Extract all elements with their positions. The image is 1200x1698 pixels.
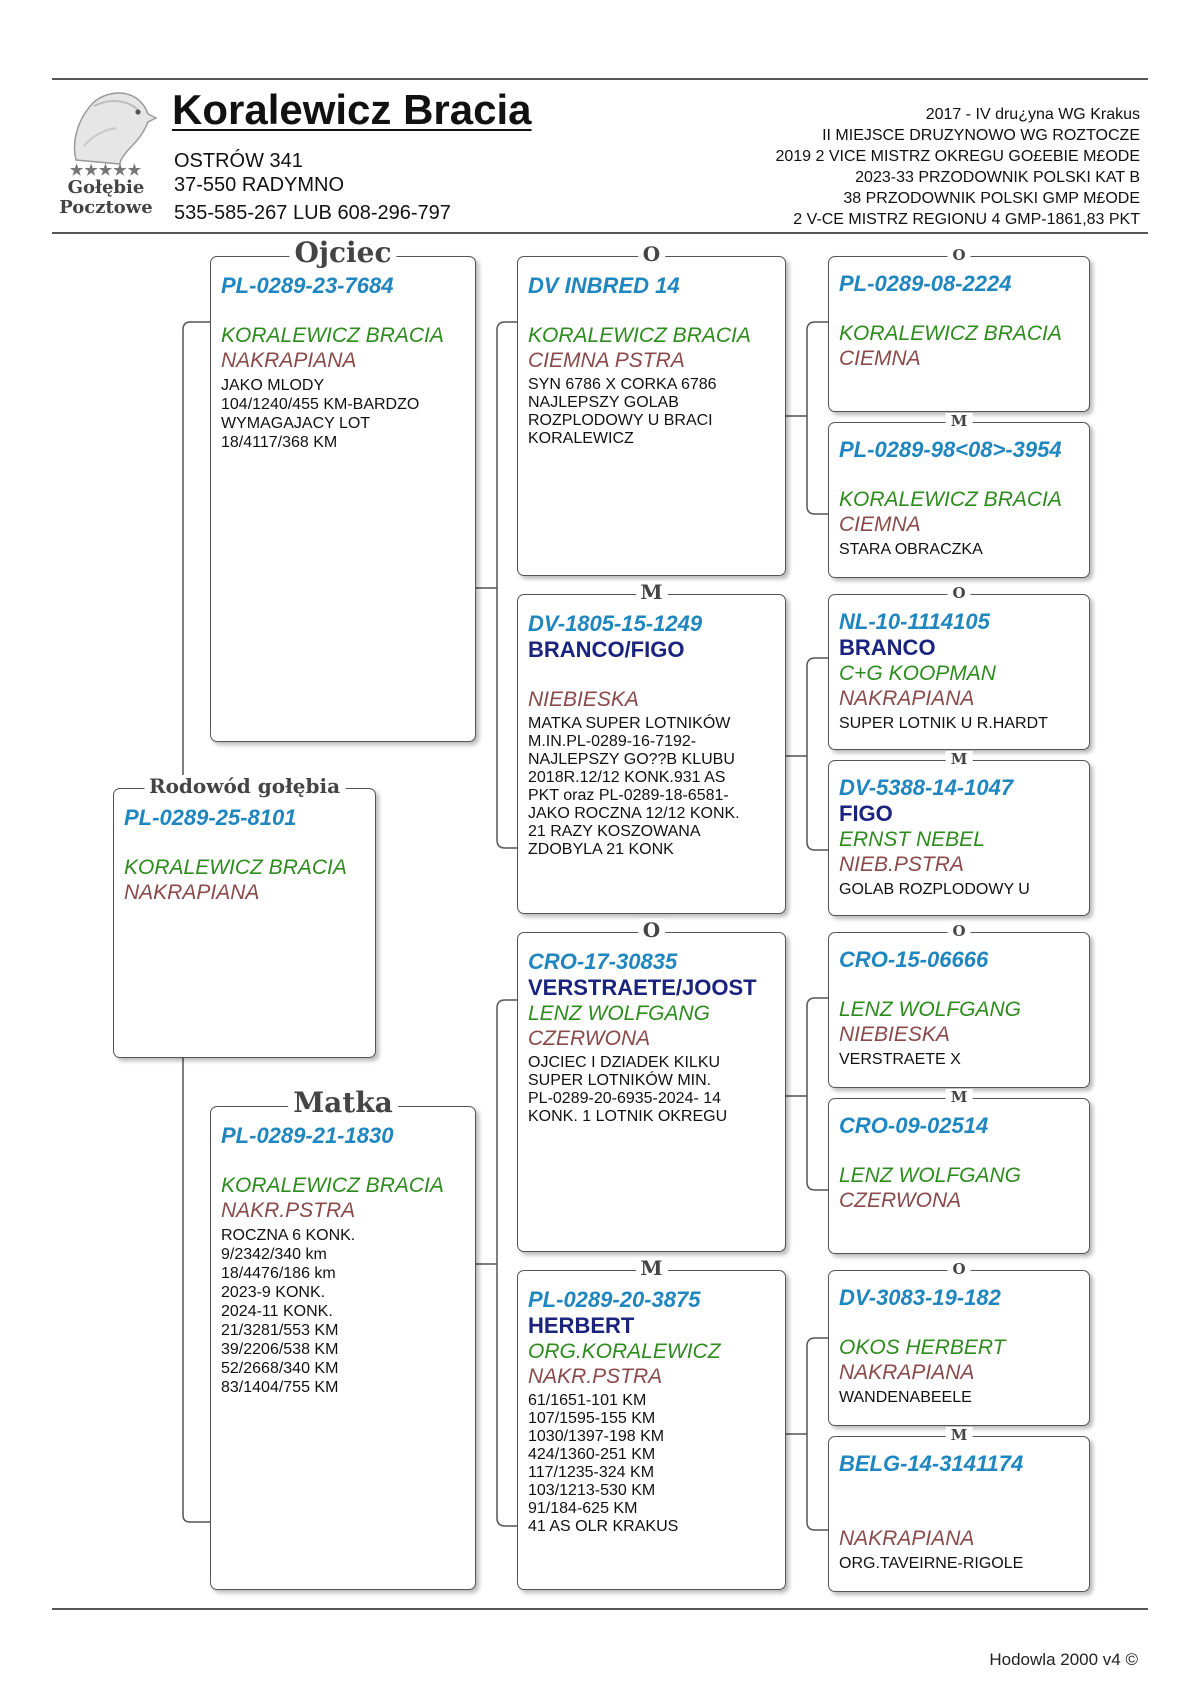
pedigree-card-mmf[interactable] <box>828 1260 1090 1426</box>
pigeon-logo-icon <box>54 86 158 166</box>
pigeon-color: NAKRAPIANA <box>839 687 975 710</box>
pedigree-card-mother[interactable] <box>210 1086 476 1590</box>
ring-number: PL-0289-21-1830 <box>221 1123 394 1148</box>
pigeon-color: NAKRAPIANA <box>839 1527 975 1550</box>
ring-number: DV-3083-19-182 <box>839 1285 1001 1310</box>
pedigree-card-father[interactable] <box>210 236 476 742</box>
notes: ROCZNA 6 KONK. 9/2342/340 km 18/4476/186 km 2023-9 KONK. 2024-11 KONK. 21/3281/553 KM 39/2206/538 KM 52/2668/340 KM 83/1404/755 KM <box>221 1227 356 1396</box>
logo-stars: ★★★★★ <box>69 161 143 179</box>
breeder: LENZ WOLFGANG <box>839 998 1022 1021</box>
ring-number: BELG-14-3141174 <box>839 1451 1024 1476</box>
pigeon-color: NIEB.PSTRA <box>839 853 964 876</box>
pedigree-card-fmm[interactable] <box>828 750 1090 916</box>
card-tag: O <box>638 243 665 265</box>
ring-number: PL-0289-98<08>-3954 <box>839 437 1062 462</box>
breeder: KORALEWICZ BRACIA <box>124 856 347 879</box>
notes: 61/1651-101 KM 107/1595-155 KM 1030/1397-198 KM 424/1360-251 KM 117/1235-324 KM 103/1213-530 KM 91/184-625 KM 41 AS OLR KRAKUS <box>528 1392 679 1535</box>
ring-number: CRO-15-06666 <box>839 947 989 972</box>
pigeon-name: VERSTRAETE/JOOST <box>528 975 757 1000</box>
pigeon-color: CZERWONA <box>528 1027 651 1050</box>
logo <box>54 86 158 216</box>
achievement-item: 2017 - IV dru¿yna WG Krakus <box>925 106 1140 123</box>
card-tag: O <box>947 1261 970 1277</box>
pigeon-name: BRANCO <box>839 635 936 660</box>
breeder: KORALEWICZ BRACIA <box>221 1174 444 1197</box>
pedigree-card-fm[interactable] <box>517 580 786 914</box>
breeder: LENZ WOLFGANG <box>528 1002 711 1025</box>
card-tag: M <box>635 1257 667 1279</box>
card-tag: M <box>946 751 973 767</box>
pedigree-card-mf[interactable] <box>517 918 786 1252</box>
notes: VERSTRAETE X <box>839 1051 961 1068</box>
page-title: Koralewicz Bracia <box>172 86 532 133</box>
card-tag: M <box>946 1089 973 1105</box>
address-line-1: OSTRÓW 341 <box>174 150 303 172</box>
pigeon-name: FIGO <box>839 801 893 826</box>
pigeon-color: NIEBIESKA <box>528 688 639 711</box>
achievement-item: 38 PRZODOWNIK POLSKI GMP M£ODE <box>843 190 1140 207</box>
notes: GOLAB ROZPLODOWY U <box>839 881 1030 898</box>
notes: MATKA SUPER LOTNIKÓW M.IN.PL-0289-16-7192- NAJLEPSZY GO??B KLUBU 2018R.12/12 KONK.931 AS PKT oraz PL-0289-18-6581- JAKO ROCZNA 12/12 KONK. 21 RAZY KOSZOWANA ZDOBYLA 21 KONK <box>528 715 740 858</box>
top-rule <box>52 78 1148 80</box>
pedigree-card-subject[interactable] <box>113 774 376 1058</box>
notes: STARA OBRACZKA <box>839 541 983 558</box>
pedigree-card-ffm[interactable] <box>828 412 1090 578</box>
notes: SUPER LOTNIK U R.HARDT <box>839 715 1048 732</box>
pedigree-card-mm[interactable] <box>517 1256 786 1590</box>
pigeon-color: NAKRAPIANA <box>124 881 260 904</box>
card-tag: O <box>638 919 665 941</box>
pigeon-name: BRANCO/FIGO <box>528 637 685 662</box>
breeder: KORALEWICZ BRACIA <box>221 324 444 347</box>
notes: ORG.TAVEIRNE-RIGOLE <box>839 1555 1024 1572</box>
pigeon-color: CIEMNA <box>839 513 921 536</box>
ring-number: DV-1805-15-1249 <box>528 611 703 636</box>
breeder: KORALEWICZ BRACIA <box>528 324 751 347</box>
notes: JAKO MLODY 104/1240/455 KM-BARDZO WYMAGAJACY LOT 18/4117/368 KM <box>221 377 420 451</box>
achievements-list <box>540 104 1140 230</box>
achievement-item: 2 V-CE MISTRZ REGIONU 4 GMP-1861,83 PKT <box>793 211 1140 228</box>
breeder: C+G KOOPMAN <box>839 662 996 685</box>
breeder: ERNST NEBEL <box>839 828 985 851</box>
ring-number: NL-10-1114105 <box>839 609 990 634</box>
logo-text-top: Gołębie <box>67 177 145 198</box>
pedigree-card-ff[interactable] <box>517 242 786 576</box>
card-tag: Matka <box>288 1087 398 1119</box>
achievement-item: 2023-33 PRZODOWNIK POLSKI KAT B <box>855 169 1140 186</box>
address-line-2: 37-550 RADYMNO <box>174 174 345 196</box>
card-tag: M <box>946 1427 973 1443</box>
breeder: KORALEWICZ BRACIA <box>839 488 1062 511</box>
card-tag: O <box>947 585 970 601</box>
ring-number: PL-0289-20-3875 <box>528 1287 701 1312</box>
notes: WANDENABEELE <box>839 1389 972 1406</box>
breeder: OKOS HERBERT <box>839 1336 1006 1359</box>
card-tag: Ojciec <box>289 237 396 269</box>
pigeon-color: CIEMNA PSTRA <box>528 349 685 372</box>
card-tag: Rodowód gołębia <box>144 775 345 797</box>
logo-text-bottom: Pocztowe <box>59 197 153 218</box>
ring-number: CRO-17-30835 <box>528 949 678 974</box>
pedigree-card-mmm[interactable] <box>828 1426 1090 1592</box>
pigeon-color: CIEMNA <box>839 347 921 370</box>
footer-credit: Hodowla 2000 v4 © <box>989 1650 1138 1669</box>
pigeon-color: NIEBIESKA <box>839 1023 950 1046</box>
pigeon-color: CZERWONA <box>839 1189 962 1212</box>
notes: SYN 6786 X CORKA 6786 NAJLEPSZY GOLAB ROZPLODOWY U BRACI KORALEWICZ <box>528 376 717 447</box>
ring-number: PL-0289-23-7684 <box>221 273 394 298</box>
pedigree-card-mfm[interactable] <box>828 1088 1090 1254</box>
breeder: ORG.KORALEWICZ <box>528 1340 721 1363</box>
ring-number: PL-0289-08-2224 <box>839 271 1012 296</box>
pigeon-color: NAKR.PSTRA <box>221 1199 356 1222</box>
ring-number: DV-5388-14-1047 <box>839 775 1014 800</box>
breeder: KORALEWICZ BRACIA <box>839 322 1062 345</box>
pigeon-color: NAKRAPIANA <box>221 349 357 372</box>
card-tag: M <box>635 581 667 603</box>
phone: 535-585-267 LUB 608-296-797 <box>174 202 451 224</box>
footer-rule <box>52 1608 1148 1610</box>
achievement-item: 2019 2 VICE MISTRZ OKREGU GO£EBIE M£ODE <box>775 148 1140 165</box>
breeder: LENZ WOLFGANG <box>839 1164 1022 1187</box>
card-tag: O <box>947 923 970 939</box>
card-tag: O <box>947 247 970 263</box>
pigeon-color: NAKRAPIANA <box>839 1361 975 1384</box>
pedigree-card-fff[interactable] <box>828 246 1090 412</box>
ring-number: PL-0289-25-8101 <box>124 805 297 830</box>
header-rule <box>52 232 1148 234</box>
ring-number: CRO-09-02514 <box>839 1113 989 1138</box>
pedigree-card-mff[interactable] <box>828 922 1090 1088</box>
pigeon-color: NAKR.PSTRA <box>528 1365 663 1388</box>
notes: OJCIEC I DZIADEK KILKU SUPER LOTNIKÓW MIN. PL-0289-20-6935-2024- 14 KONK. 1 LOTNIK OKREGU <box>528 1054 728 1125</box>
card-tag: M <box>946 413 973 429</box>
achievement-item: II MIEJSCE DRUZYNOWO WG ROZTOCZE <box>822 127 1140 144</box>
ring-number: DV INBRED 14 <box>528 273 680 298</box>
pedigree-card-fmf[interactable] <box>828 584 1090 750</box>
pigeon-name: HERBERT <box>528 1313 635 1338</box>
